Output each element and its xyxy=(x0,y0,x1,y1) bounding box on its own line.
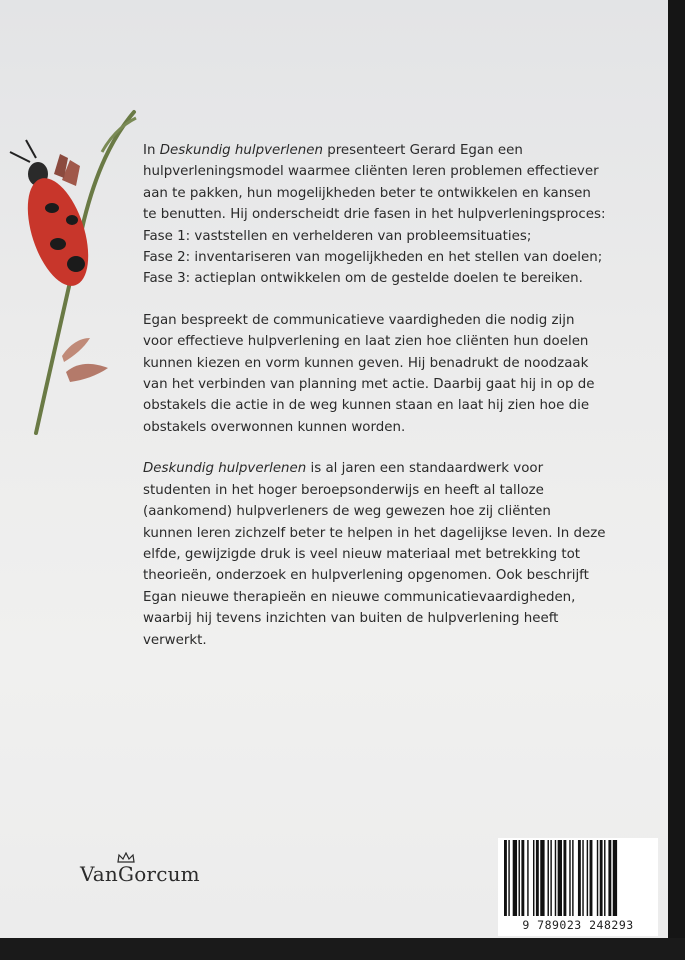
publisher-logo xyxy=(80,852,210,892)
blurb-line: theorieën, onderzoek en hulpverlening opgenomen. Ook beschrijft xyxy=(143,568,589,584)
barcode-bar xyxy=(513,840,517,916)
blurb-line: obstakels die actie in de weg kunnen staan en laat hij zien hoe die xyxy=(143,398,590,414)
barcode xyxy=(498,838,658,936)
blurb-line: Fase 3: actieplan ontwikkelen om de gestelde doelen te bereiken. xyxy=(143,271,583,287)
barcode-bar xyxy=(604,840,605,916)
barcode-bar xyxy=(587,840,588,916)
blurb-line: van het verbinden van planning met actie. Daarbij gaat hij in op de xyxy=(143,377,595,393)
blurb-line: obstakels overwonnen kunnen worden. xyxy=(143,419,406,435)
text-segment: is al jaren een standaardwerk voor xyxy=(306,461,544,477)
plant-bud-small xyxy=(62,338,90,362)
barcode-bar xyxy=(519,840,520,916)
blurb-line: voor effectieve hulpverlening en laat zien hoe cliënten hun doelen xyxy=(143,334,589,350)
barcode-bar xyxy=(540,840,544,916)
blurb-line: waarbij hij tevens inzichten van buiten de hulpverlening heeft xyxy=(143,611,559,627)
blurb-line xyxy=(143,458,663,479)
blurb-paragraph-1 xyxy=(143,140,663,290)
blurb-line: Egan bespreekt de communicatieve vaardigheden die nodig zijn xyxy=(143,312,575,328)
barcode-bar xyxy=(550,840,551,916)
barcode-bar xyxy=(558,840,562,916)
barcode-bar xyxy=(548,840,549,916)
barcode-bar xyxy=(504,840,507,916)
text-segment: presenteert Gerard Egan een xyxy=(322,143,523,158)
isbn-number: 9 789023 248293 xyxy=(522,918,634,932)
barcode-bar xyxy=(597,840,598,916)
blurb-line: aan te pakken, hun mogelijkheden beter te ontwikkelen en kansen xyxy=(143,185,591,201)
barcode-bar xyxy=(572,840,573,916)
barcode-bar xyxy=(582,840,583,916)
barcode-bar xyxy=(508,840,509,916)
beetle-on-stem-illustration xyxy=(0,100,150,440)
blurb-line: Fase 2: inventariseren van mogelijkheden en het stellen van doelen; xyxy=(143,250,603,266)
book-title-italic: Deskundig hulpverlenen xyxy=(143,461,307,477)
text-segment: In xyxy=(143,143,160,158)
blurb-paragraph-3 xyxy=(143,458,663,651)
blurb-line: (aankomend) hulpverleners de weg gewezen hoe zij cliënten xyxy=(143,504,551,520)
barcode-bar xyxy=(569,840,570,916)
blurb-text xyxy=(143,140,663,671)
blurb-line: te benutten. Hij onderscheidt drie fasen in het hulpverleningsproces: xyxy=(143,207,606,223)
barcode-bar xyxy=(533,840,534,916)
blurb-line: studenten in het hoger beroepsonderwijs en heeft al talloze xyxy=(143,482,544,498)
publisher-name: VanGorcum xyxy=(80,862,200,886)
barcode-graphic xyxy=(504,840,652,916)
barcode-bar xyxy=(527,840,528,916)
plant-bud xyxy=(66,364,108,382)
blurb-line: hulpverleningsmodel waarmee cliënten leren problemen effectiever xyxy=(143,164,599,180)
barcode-bar xyxy=(600,840,603,916)
book-title-italic: Deskundig hulpverlenen xyxy=(159,143,323,158)
barcode-bar xyxy=(521,840,524,916)
blurb-line: elfde, gewijzigde druk is veel nieuw materiaal met betrekking tot xyxy=(143,546,581,562)
blurb-line: kunnen leren zichzelf beter te helpen in het dagelijkse leven. In deze xyxy=(143,525,606,541)
blurb-line: Fase 1: vaststellen en verhelderen van probleemsituaties; xyxy=(143,228,532,244)
barcode-bar xyxy=(536,840,539,916)
barcode-bar xyxy=(578,840,581,916)
barcode-bar xyxy=(563,840,566,916)
scan-edge-right xyxy=(668,0,685,960)
blurb-line: verwerkt. xyxy=(143,632,207,648)
scan-edge-bottom xyxy=(0,938,685,960)
barcode-bar xyxy=(613,840,617,916)
barcode-bar xyxy=(590,840,593,916)
blurb-line xyxy=(143,140,663,161)
blurb-line: kunnen kiezen en vorm kunnen geven. Hij benadrukt de noodzaak xyxy=(143,355,589,371)
barcode-bar xyxy=(555,840,556,916)
barcode-bar xyxy=(608,840,611,916)
blurb-line: Egan nieuwe therapieën en nieuwe communicatievaardigheden, xyxy=(143,589,576,605)
blurb-paragraph-2 xyxy=(143,310,663,438)
